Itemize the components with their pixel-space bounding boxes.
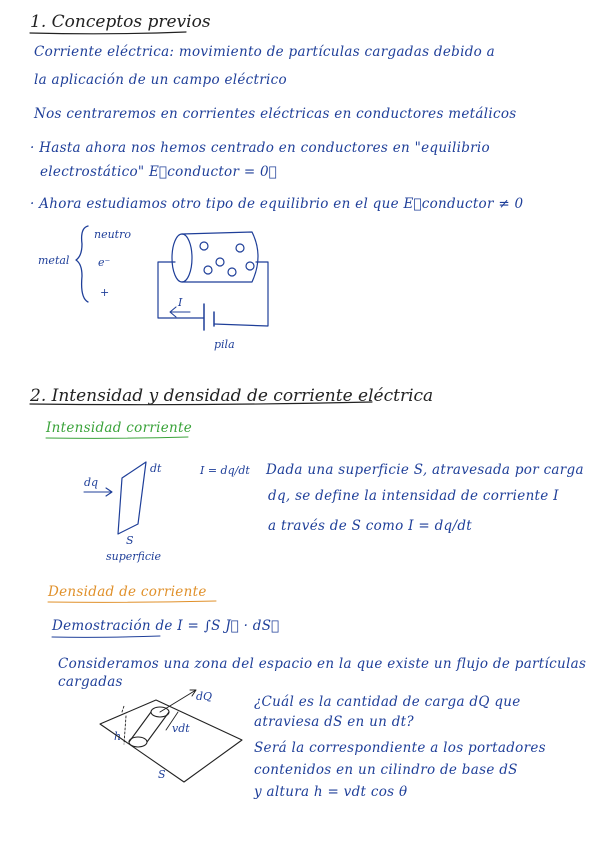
subtitle-underline (46, 437, 188, 438)
text-line: Corriente eléctrica: movimiento de partículas cargadas debido a (34, 44, 496, 60)
brace (76, 226, 88, 302)
section1-title: 1. Conceptos previos (30, 12, 211, 32)
text-line: la aplicación de un campo eléctrico (34, 72, 287, 88)
surface-S (100, 700, 242, 782)
fig1-surface: superficie (106, 550, 162, 563)
bullet-text: electrostático" E⃗conductor = 0⃗ (40, 164, 278, 180)
section2-title: 2. Intensidad y densidad de corriente eléctrica (30, 386, 434, 406)
text-line: cargadas (58, 674, 123, 690)
battery-label: pila (214, 338, 235, 351)
definition-line: Dada una superficie S, atravesada por carga (266, 462, 584, 478)
title-underline (30, 402, 372, 405)
surface-shape (118, 462, 146, 534)
formula-I: I = dq/dt (200, 464, 250, 477)
metal-item: neutro (94, 228, 131, 241)
answer-line: y altura h = vdt cos θ (254, 784, 408, 800)
subtitle-intensity: Intensidad corriente (46, 420, 193, 436)
metal-item: e⁻ (98, 256, 111, 269)
question-line: ¿Cuál es la cantidad de carga dQ que (254, 694, 521, 710)
metal-label: metal (38, 254, 70, 267)
metal-item: + (100, 286, 110, 299)
fig2-h: h (114, 730, 122, 743)
fig1-dq: dq (84, 476, 99, 489)
fig1-S: S (126, 534, 134, 547)
conductor-cylinder (172, 232, 258, 282)
title-underline (30, 32, 186, 34)
fig2-vdt: vdt (172, 722, 190, 735)
question-line: atraviesa dS en un dt? (254, 714, 414, 730)
definition-line: a través de S como I = dq/dt (268, 518, 472, 534)
height-marker (122, 706, 126, 744)
subtitle-underline (48, 601, 216, 602)
bullet-text: · Ahora estudiamos otro tipo de equilibrio en el que E⃗conductor ≠ 0 (30, 196, 524, 212)
fig2-dQ: dQ (196, 690, 213, 703)
subtitle-density: Densidad de corriente (48, 584, 207, 600)
demo-underline (52, 636, 160, 637)
dQ-arrow (160, 690, 196, 712)
definition-line: dq, se define la intensidad de corriente I (268, 488, 559, 504)
fig1-dt: dt (150, 462, 162, 475)
current-arrow (170, 307, 190, 317)
bullet-text: · Hasta ahora nos hemos centrado en conductores en "equilibrio (30, 140, 490, 156)
answer-line: Será la correspondiente a los portadores (254, 740, 546, 756)
battery-symbol (204, 304, 214, 330)
text-line: Nos centraremos en corrientes eléctricas en conductores metálicos (34, 106, 517, 122)
flux-arrow (84, 488, 112, 496)
current-label: I (178, 296, 183, 309)
text-line: Consideramos una zona del espacio en la que existe un flujo de partículas (58, 656, 587, 672)
answer-line: contenidos en un cilindro de base dS (254, 762, 518, 778)
demo-line: Demostración de I = ∫S J⃗ · dS⃗ (52, 618, 280, 634)
tilted-cylinder (129, 707, 169, 747)
circuit-wire (158, 262, 204, 318)
fig2-S: S (158, 768, 166, 781)
circuit-wire (214, 262, 268, 326)
